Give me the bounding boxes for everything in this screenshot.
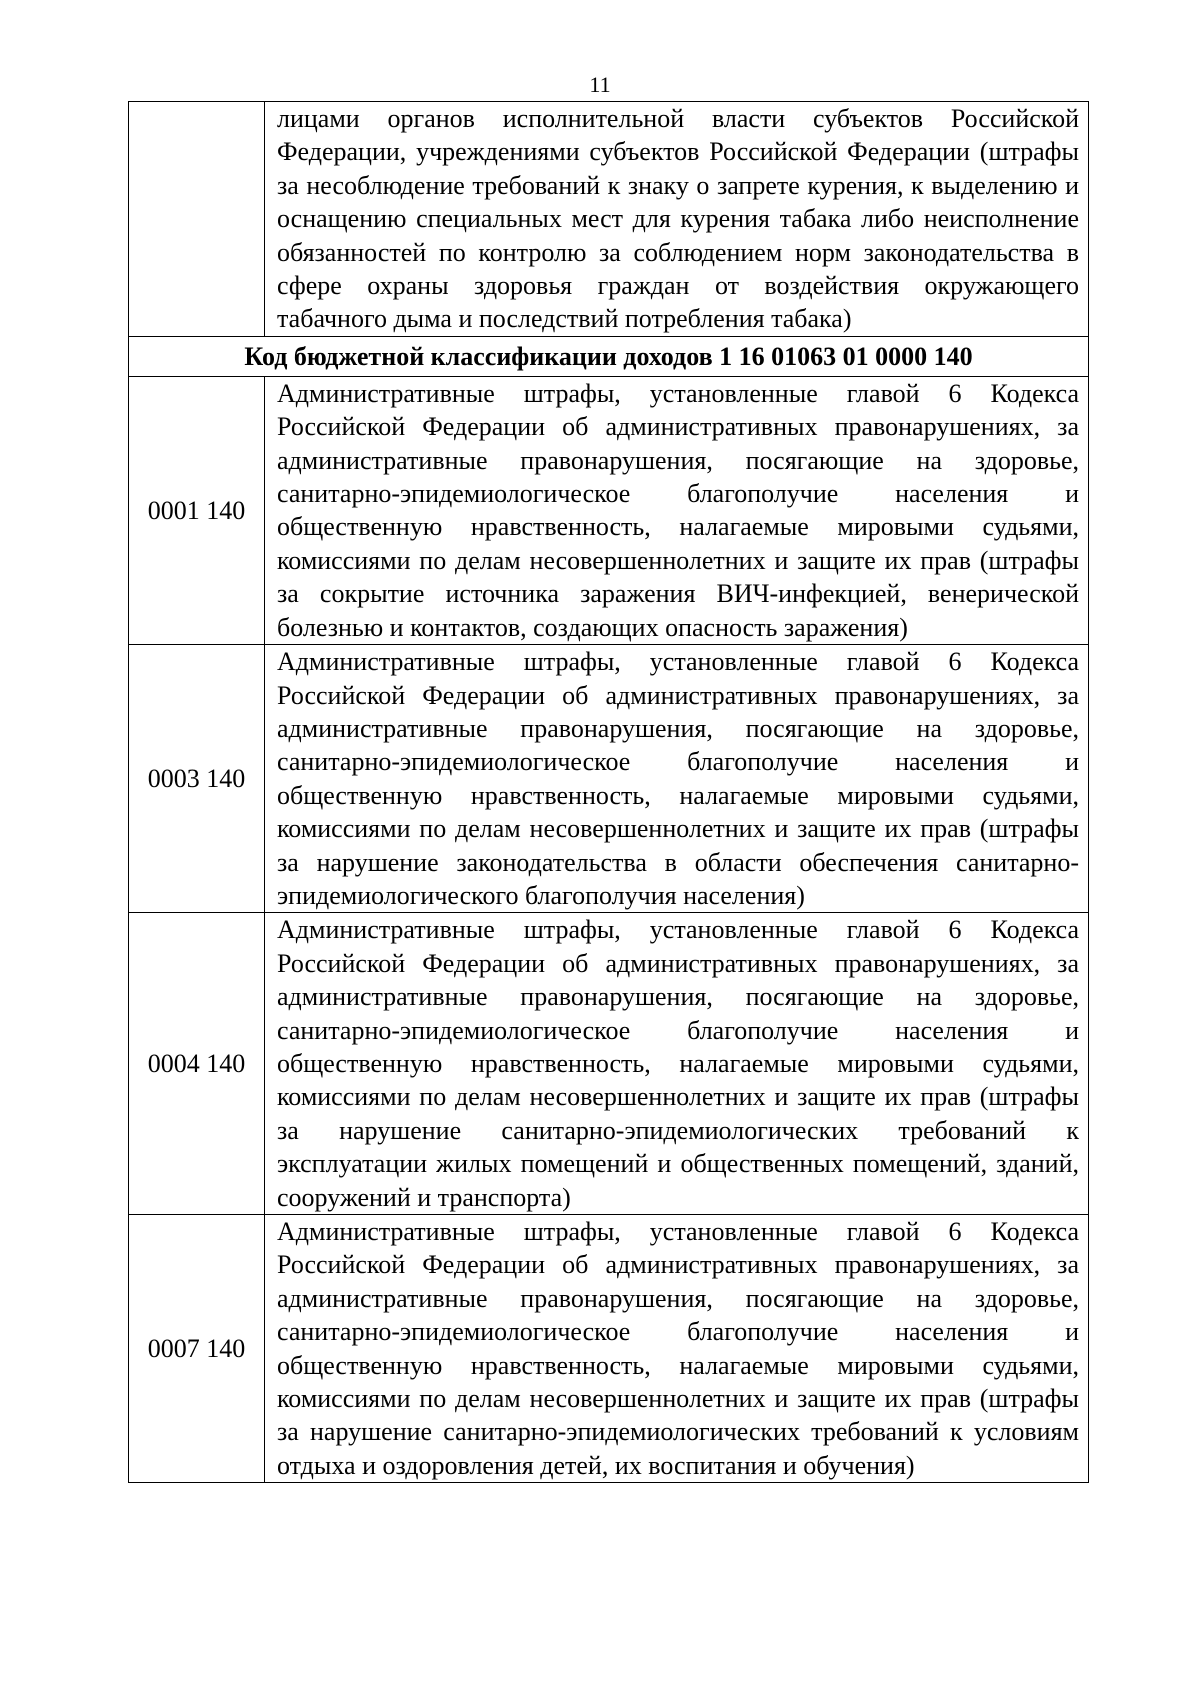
section-header: Код бюджетной классификации доходов 1 16 01063 01 0000 140	[129, 336, 1089, 376]
table-row	[129, 376, 1089, 644]
page-number: 11	[589, 72, 611, 97]
description-cell: Административные штрафы, установленные главой 6 Кодекса Российской Федерации об административных правонарушениях, за административные правонарушения, посягающие на здоровье, санитарно-эпидемиологическое благополучие населения и общественную нравственность, налагаемые мировыми судьями, комиссиями по делам несовершеннолетних и защите их прав (штрафы за сокрытие источника заражения ВИЧ-инфекцией, венерической болезнью и контактов, создающих опасность заражения)	[265, 376, 1089, 644]
code-cell: 0004 140	[129, 913, 265, 1215]
description-cell: лицами органов исполнительной власти субъектов Российской Федерации, учреждениями субъектов Российской Федерации (штрафы за несоблюдение требований к знаку о запрете курения, к выделению и оснащению специальных мест для курения табака либо неисполнение обязанностей по контролю за соблюдением норм законодательства в сфере охраны здоровья граждан от воздействия окружающего табачного дыма и последствий потребления табака)	[265, 102, 1089, 337]
description-cell: Административные штрафы, установленные главой 6 Кодекса Российской Федерации об административных правонарушениях, за административные правонарушения, посягающие на здоровье, санитарно-эпидемиологическое благополучие населения и общественную нравственность, налагаемые мировыми судьями, комиссиями по делам несовершеннолетних и защите их прав (штрафы за нарушение законодательства в области обеспечения санитарно-эпидемиологического благополучия населения)	[265, 645, 1089, 913]
budget-classification-table	[128, 101, 1089, 1483]
code-cell: 0007 140	[129, 1215, 265, 1483]
description-cell: Административные штрафы, установленные главой 6 Кодекса Российской Федерации об административных правонарушениях, за административные правонарушения, посягающие на здоровье, санитарно-эпидемиологическое благополучие населения и общественную нравственность, налагаемые мировыми судьями, комиссиями по делам несовершеннолетних и защите их прав (штрафы за нарушение санитарно-эпидемиологических требований к условиям отдыха и оздоровления детей, их воспитания и обучения)	[265, 1215, 1089, 1483]
table-row	[129, 1215, 1089, 1483]
table-row	[129, 645, 1089, 913]
section-header-row	[129, 336, 1089, 376]
code-cell: 0001 140	[129, 376, 265, 644]
code-cell: 0003 140	[129, 645, 265, 913]
code-cell	[129, 102, 265, 337]
table-row	[129, 102, 1089, 337]
description-cell: Административные штрафы, установленные главой 6 Кодекса Российской Федерации об административных правонарушениях, за административные правонарушения, посягающие на здоровье, санитарно-эпидемиологическое благополучие населения и общественную нравственность, налагаемые мировыми судьями, комиссиями по делам несовершеннолетних и защите их прав (штрафы за нарушение санитарно-эпидемиологических требований к эксплуатации жилых помещений и общественных помещений, зданий, сооружений и транспорта)	[265, 913, 1089, 1215]
table-row	[129, 913, 1089, 1215]
